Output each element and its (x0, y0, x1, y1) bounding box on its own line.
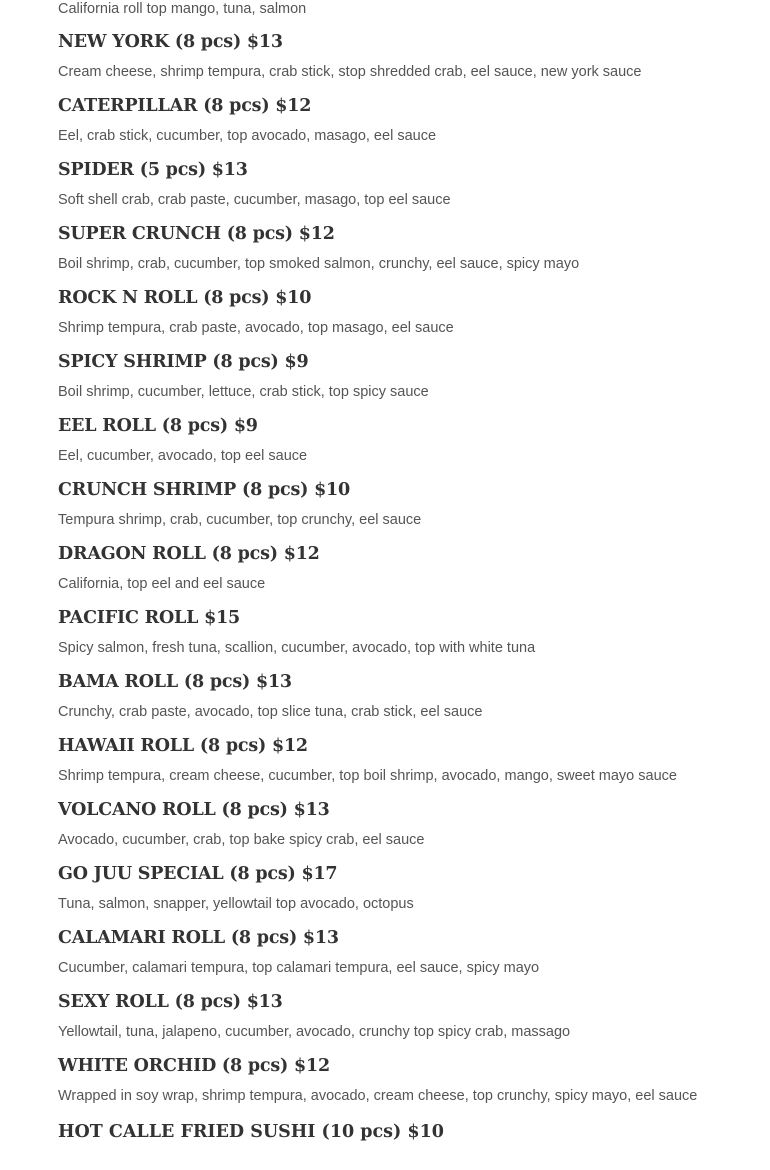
menu-item-title: HOT CALLE FRIED SUSHI (10 pcs) $10 (58, 1122, 444, 1142)
menu-item (58, 1054, 718, 1108)
menu-item-description: Eel, crab stick, cucumber, top avocado, masago, eel sauce (58, 128, 437, 144)
menu-item (58, 222, 718, 276)
menu-item-title: SPIDER (5 pcs) $13 (58, 160, 248, 180)
menu-item-description: Soft shell crab, crab paste, cucumber, masago, top eel sauce (58, 192, 451, 208)
menu-item (58, 478, 718, 532)
menu-item (58, 414, 718, 468)
menu-list (58, 0, 718, 1144)
menu-item (58, 350, 718, 404)
menu-item-title: SUPER CRUNCH (8 pcs) $12 (58, 224, 335, 244)
menu-item-title: DRAGON ROLL (8 pcs) $12 (58, 544, 320, 564)
menu-item-title: ROCK N ROLL (8 pcs) $10 (58, 288, 312, 308)
menu-item-description: California, top eel and eel sauce (58, 576, 266, 592)
menu-item-description: Cucumber, calamari tempura, top calamari tempura, eel sauce, spicy mayo (58, 960, 540, 976)
menu-item-title: SPICY SHRIMP (8 pcs) $9 (58, 352, 309, 372)
menu-item (58, 798, 718, 852)
menu-item-title: CRUNCH SHRIMP (8 pcs) $10 (58, 480, 351, 500)
menu-item-description: Avocado, cucumber, crab, top bake spicy crab, eel sauce (58, 832, 425, 848)
menu-item-title: HAWAII ROLL (8 pcs) $12 (58, 736, 308, 756)
menu-item-title: SEXY ROLL (8 pcs) $13 (58, 992, 283, 1012)
menu-item-description: Wrapped in soy wrap, shrimp tempura, avocado, cream cheese, top crunchy, spicy mayo, eel sauce (58, 1088, 698, 1104)
menu-item-title: WHITE ORCHID (8 pcs) $12 (58, 1056, 330, 1076)
menu-item (58, 30, 718, 84)
menu-item (58, 734, 718, 788)
menu-item-title: NEW YORK (8 pcs) $13 (58, 32, 283, 52)
menu-item-description: Yellowtail, tuna, jalapeno, cucumber, avocado, crunchy top spicy crab, massago (58, 1024, 571, 1040)
menu-item-description: Tempura shrimp, crab, cucumber, top crunchy, eel sauce (58, 512, 422, 528)
menu-item-description: Eel, cucumber, avocado, top eel sauce (58, 448, 308, 464)
menu-item-description: Tuna, salmon, snapper, yellowtail top avocado, octopus (58, 896, 414, 912)
menu-item-description: California roll top mango, tuna, salmon (58, 1, 307, 17)
menu-item-description: Crunchy, crab paste, avocado, top slice tuna, crab stick, eel sauce (58, 704, 483, 720)
menu-item-title: PACIFIC ROLL $15 (58, 608, 241, 628)
menu-item (58, 94, 718, 148)
menu-item (58, 862, 718, 916)
menu-item-description: Boil shrimp, crab, cucumber, top smoked salmon, crunchy, eel sauce, spicy mayo (58, 256, 580, 272)
menu-item (58, 670, 718, 724)
menu-item-title: GO JUU SPECIAL (8 pcs) $17 (58, 864, 338, 884)
menu-item-title: CATERPILLAR (8 pcs) $12 (58, 96, 312, 116)
menu-item-title: BAMA ROLL (8 pcs) $13 (58, 672, 292, 692)
menu-item-description: Cream cheese, shrimp tempura, crab stick, stop shredded crab, eel sauce, new york sauce (58, 64, 642, 80)
menu-item-description: Shrimp tempura, cream cheese, cucumber, top boil shrimp, avocado, mango, sweet mayo sauce (58, 768, 677, 784)
menu-item (58, 990, 718, 1044)
menu-item-title: CALAMARI ROLL (8 pcs) $13 (58, 928, 339, 948)
menu-item-description: Shrimp tempura, crab paste, avocado, top masago, eel sauce (58, 320, 454, 336)
menu-item (58, 606, 718, 660)
menu-item (58, 542, 718, 596)
menu-item-title: EEL ROLL (8 pcs) $9 (58, 416, 258, 436)
menu-item (58, 286, 718, 340)
menu-items (58, 30, 718, 1108)
menu-item (58, 158, 718, 212)
menu-item-description: Boil shrimp, cucumber, lettuce, crab stick, top spicy sauce (58, 384, 429, 400)
menu-item-description: Spicy salmon, fresh tuna, scallion, cucumber, avocado, top with white tuna (58, 640, 536, 656)
menu-item (58, 926, 718, 980)
menu-item-title: VOLCANO ROLL (8 pcs) $13 (58, 800, 330, 820)
